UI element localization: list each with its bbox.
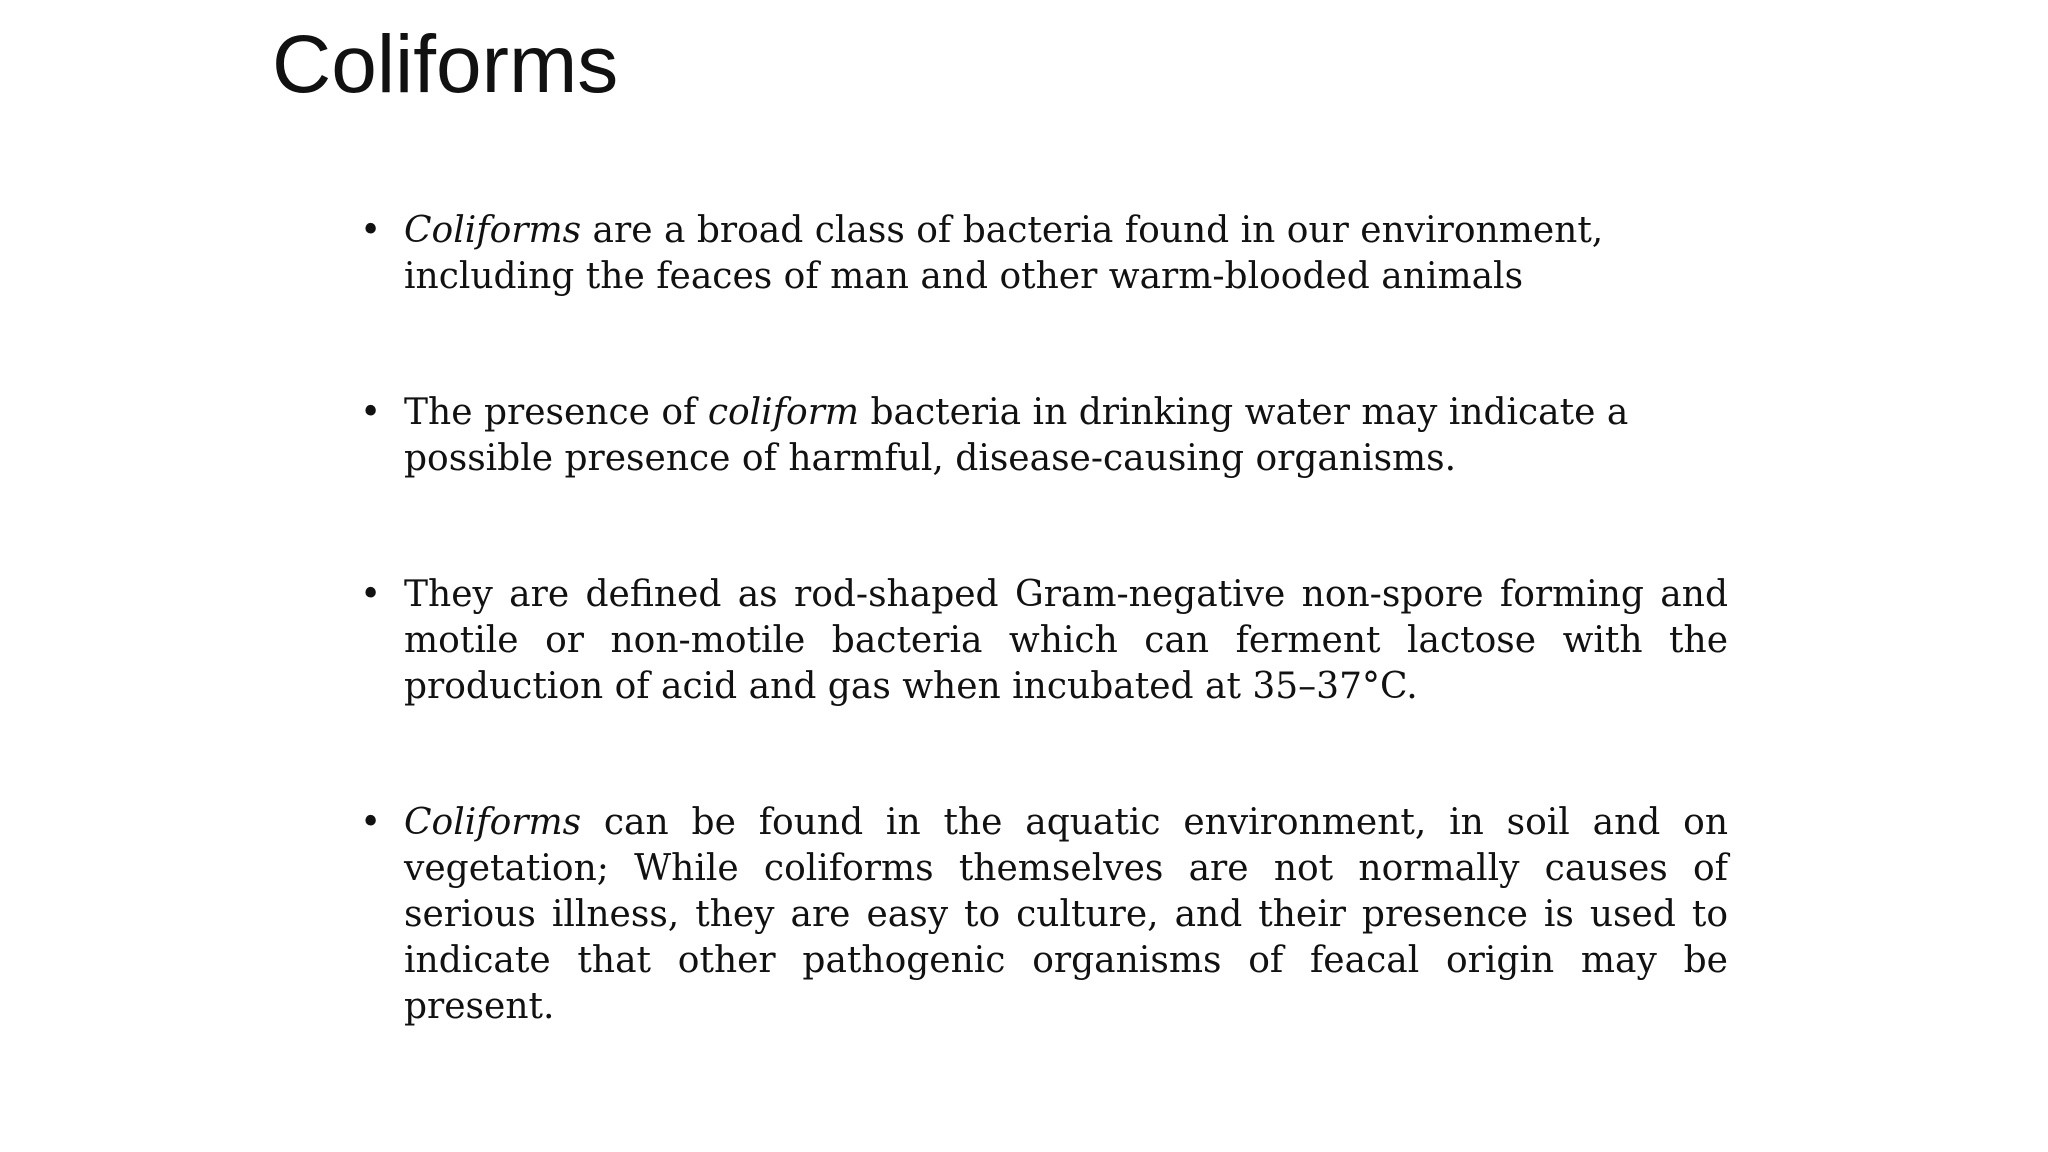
bullet-marker: • [360, 802, 382, 843]
bullet-item-3 [360, 572, 1728, 710]
bullet-rest-text: are a broad class of bacteria found in our environment, including the feaces of man and other warm-blooded animals [404, 210, 1604, 297]
bullet-marker: • [360, 574, 382, 615]
bullet-text: They are defined as rod-shaped Gram-negative non-spore forming and motile or non-motile bacteria which can ferment lactose with the production of acid and gas when incubated at 35–37°C. [404, 574, 1728, 707]
bullet-item-4 [360, 800, 1728, 1030]
slide-title: Coliforms [272, 19, 619, 110]
italic-term: coliform [707, 392, 860, 433]
bullet-text [404, 800, 1728, 1030]
bullet-pre-text: The presence of [404, 392, 708, 433]
bullet-marker: • [360, 392, 382, 433]
bullet-item-2 [360, 390, 1728, 482]
italic-term: Coliforms [404, 210, 582, 251]
bullet-list [360, 208, 1728, 1120]
bullet-marker: • [360, 210, 382, 251]
bullet-rest-text: can be found in the aquatic environment, in soil and on vegetation; While coliforms themselves are not normally causes of serious illness, they are easy to culture, and their presence is used to indicate that other pathogenic organisms of feacal origin may be present. [404, 802, 1728, 1027]
italic-term: Coliforms [404, 802, 582, 843]
bullet-post-text: bacteria in drinking water may indicate a possible presence of harmful, disease-causing organisms. [404, 392, 1629, 479]
bullet-text [404, 208, 1728, 300]
bullet-text [404, 390, 1728, 482]
bullet-item-1 [360, 208, 1728, 300]
